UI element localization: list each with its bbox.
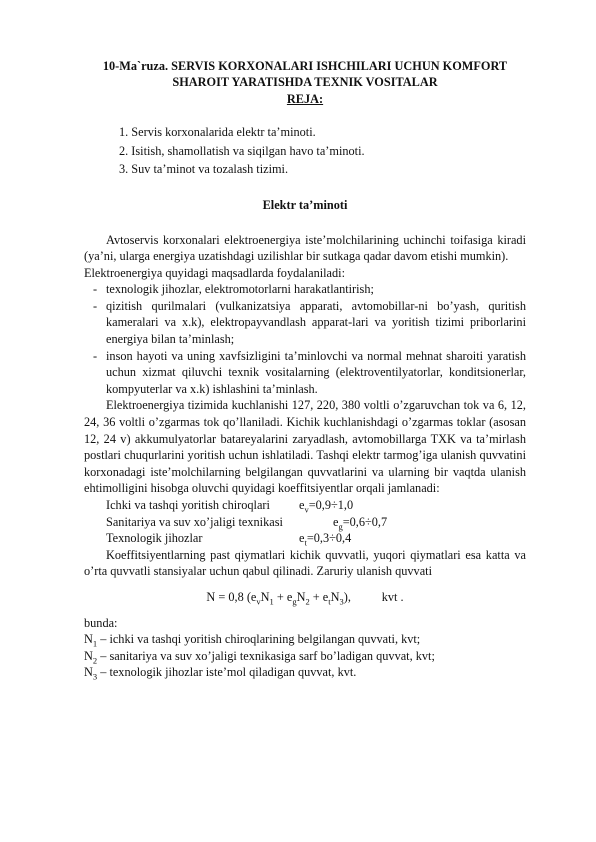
bullet-item [84,281,526,298]
definition-line: $N_1$ – ichki va tashqi yoritish chiroqlarining belgilangan quvvati, kvt; [84,632,421,649]
paragraph-intro: Avtoservis korxonalari elektroenergiya iste’molchilarining uchinchi toifasiga kiradi (ya’ni, ularga energiya uzatishdagi uzilishlar bir sutkaga qadar davom etishi mumkin). [84,232,526,264]
bullet-text: inson hayoti va uning xavfsizligini ta’minlovchi va normal mehnat sharoiti yaratish uchun xizmat qiluvchi texnik vositalarning (elektroventilyatorlar, konditsionerlar, kompyuterlar va x.k) ishlashini ta’minlash. [106,348,526,396]
dash-marker: - [92,298,98,313]
coefficient-name: Ichki va tashqi yoritish chiroqlari [106,498,270,512]
plan-item: 3. Suv ta’minot va tozalash tizimi. [119,162,289,177]
coefficient-name: Sanitariya va suv xo’jaligi texnikasi [106,514,283,529]
bullet-item [84,298,526,348]
dash-marker: - [92,348,98,363]
title-line-1: 10-Ma`ruza. SERVIS KORXONALARI ISHCHILARI UCHUN KOMFORT [102,59,508,73]
plan-list [119,123,526,179]
lecture-title [84,58,526,91]
title-line-2: SHAROIT YARATISHDA TEXNIK VOSITALAR [172,75,438,90]
coefficient-name: Texnologik jihozlar [106,531,203,546]
bullet-item [84,348,526,398]
coefficient-row [84,497,526,514]
paragraph-coefficients: Koeffitsiyentlarning past qiymatlari kichik quvvatli, yuqori qiymatlari esa katta va o’rta quvvatli stansiyalar uchun qabul qilinadi. Zaruriy ulanish quvvati [84,547,526,579]
definition-line: $N_3$ – texnologik jihozlar iste’mol qiladigan quvvat, kvt. [84,665,357,682]
where-label: bunda: [84,615,118,630]
document-page [84,58,526,681]
coefficient-row [84,514,526,531]
coefficient-value: $e_g=0,6\div 0,7$ [333,514,388,532]
coefficient-value: $e_t=0,3\div 0,4$ [299,531,352,548]
power-formula: N = 0,8 $(e_vN_1 + e_gN_2 + e_tN_3)$, kvt . [206,589,404,607]
plan-item: 2. Isitish, shamollatish va siqilgan havo ta’minoti. [119,143,365,158]
dash-marker: - [92,282,98,297]
bullet-text: qizitish qurilmalari (vulkanizatsiya apparati, avtomobillar-ni bo’yash, quritish kameralari va x.k), elektropayvandlash apparat-lari va yoritish tizimi priborlarini energiya bilan ta’minlash; [106,298,526,347]
formula-unit: kvt . [381,589,404,604]
coefficient-row [84,530,526,547]
plan-heading: REJA: [286,91,324,106]
paragraph-voltage: Elektroenergiya tizimida kuchlanishi 127, 220, 380 voltli o’zgaruvchan tok va 6, 12, 24, 36 voltli o’zgarmas tok qo’llaniladi. Kichik kuchlanishdagi o’zgarmas toklar (asosan 12, 24 v) akkumulyatorlar batareyalarini zaryadlash, avtomobillarga TXK va ta’mirlash postlari chuqurlarini yoritish uchun ishlatiladi. Tashqi elektr tarmog’iga ulanish quvvatini korxonadagi iste’molchilarning belgilangan quvvatlarini va ularning bir vaqtda ulanish ehtimolligini hisobga oluvchi quyidagi koeffitsiyentlar orqali jamlanadi: [84,398,526,496]
bullet-text: texnologik jihozlar, elektromotorlarni harakatlantirish; [106,282,374,297]
plan-item: 1. Servis korxonalarida elektr ta’minoti. [119,125,316,140]
paragraph-purposes: Elektroenergiya quyidagi maqsadlarda foydalaniladi: [84,265,345,280]
coefficient-value: $e_v=0,9\div 1,0$ [299,498,354,515]
definition-line: $N_2$ – sanitariya va suv xo’jaligi texnikasiga sarf bo’ladigan quvvat, kvt; [84,648,435,666]
section-title: Elektr ta’minoti [262,197,348,212]
